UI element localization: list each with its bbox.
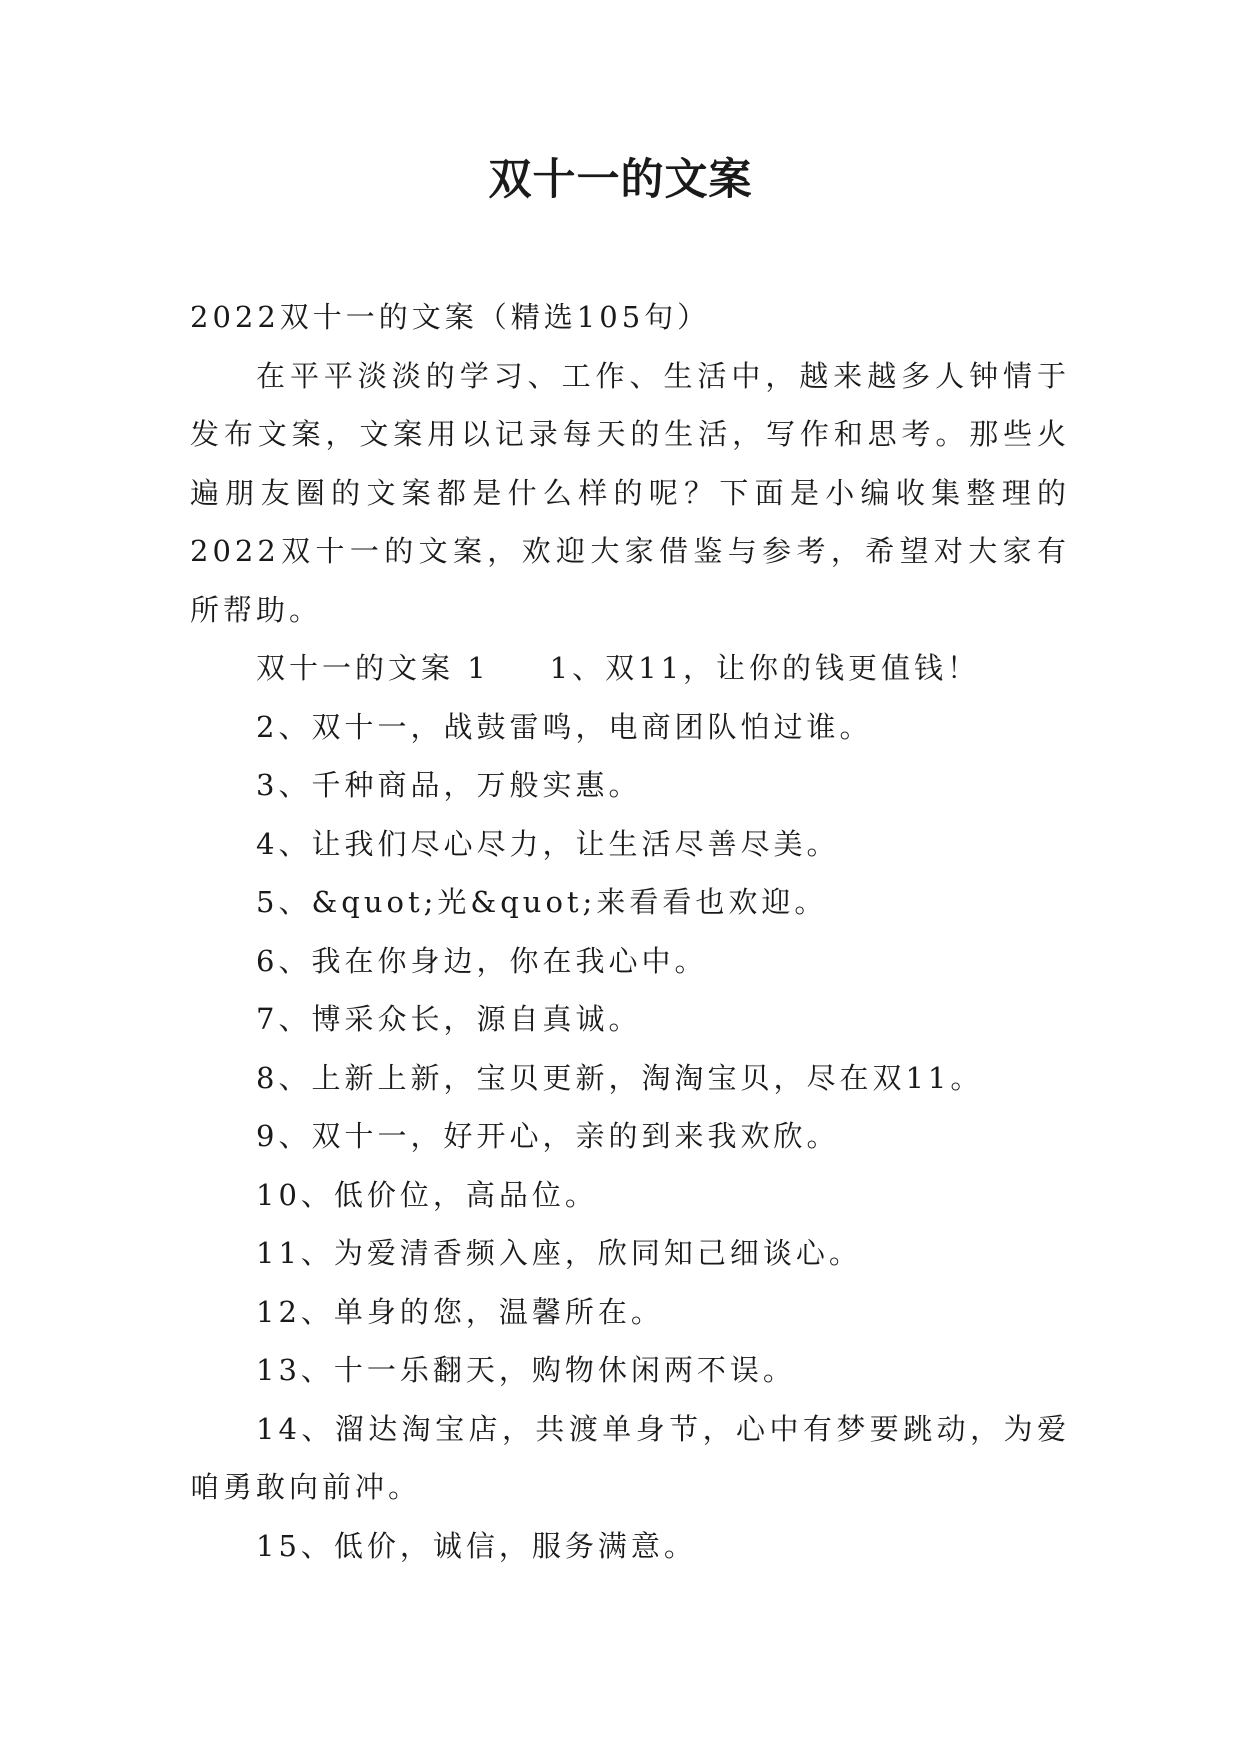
- list-item: 10、低价位，高品位。: [256, 1177, 598, 1212]
- list-item: 2、双十一，战鼓雷鸣，电商团队怕过谁。: [256, 709, 873, 744]
- document-title: 双十一的文案: [488, 155, 753, 205]
- list-item: 15、低价，诚信，服务满意。: [256, 1528, 697, 1563]
- list-item: 5、&quot;光&quot;来看看也欢迎。: [256, 885, 828, 919]
- list-item: 7、博采众长，源自真诚。: [256, 1002, 642, 1036]
- list-item: 3、千种商品，万般实惠。: [256, 768, 642, 802]
- list-item: 8、上新上新，宝贝更新，淘淘宝贝，尽在双11。: [256, 1060, 984, 1095]
- intro-paragraph: 在平平淡淡的学习、工作、生活中，越来越多人钟情于发布文案，文案用以记录每天的生活，写作和思考。那些火遍朋友圈的文案都是什么样的呢？下面是小编收集整理的2022双十一的文案，欢迎大家借鉴与参考，希望对大家有所帮助。: [190, 358, 1070, 627]
- document-subtitle: 2022双十一的文案（精选105句）: [190, 300, 711, 334]
- section-heading: 双十一的文案 1: [256, 651, 490, 685]
- list-item: 13、十一乐翻天，购物休闲两不误。: [256, 1353, 796, 1387]
- first-line: [190, 639, 1070, 698]
- list-item: 14、溜达淘宝店，共渡单身节，心中有梦要跳动，为爱咱勇敢向前冲。: [190, 1411, 1070, 1504]
- list-item: 12、单身的您，温馨所在。: [256, 1294, 664, 1329]
- list-item: 4、让我们尽心尽力，让生活尽善尽美。: [256, 826, 840, 861]
- list-item: 1、双11，让你的钱更值钱！: [549, 651, 981, 685]
- document-body: [190, 288, 1070, 1575]
- list-item: 6、我在你身边，你在我心中。: [256, 943, 708, 978]
- list-item: 11、为爱清香频入座，欣同知己细谈心。: [256, 1236, 862, 1270]
- list-item: 9、双十一，好开心，亲的到来我欢欣。: [256, 1119, 840, 1153]
